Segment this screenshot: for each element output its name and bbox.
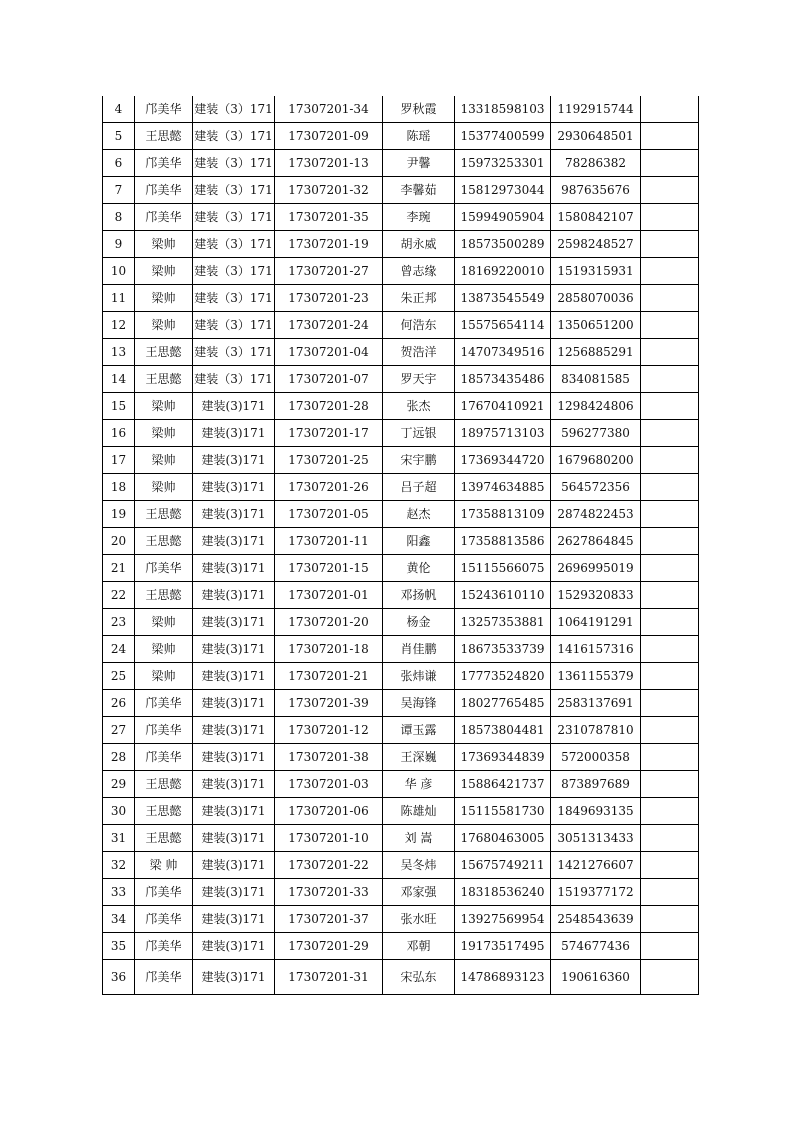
student-name-cell: 黄伦 <box>383 555 455 582</box>
table-row <box>103 906 699 933</box>
qq-cell: 1256885291 <box>551 339 641 366</box>
teacher-cell: 王思懿 <box>135 582 193 609</box>
note-cell <box>641 933 699 960</box>
class-cell: 建装（3）171 <box>193 177 275 204</box>
phone-cell: 17773524820 <box>455 663 551 690</box>
qq-cell: 987635676 <box>551 177 641 204</box>
row-number-cell: 25 <box>103 663 135 690</box>
teacher-cell: 梁帅 <box>135 393 193 420</box>
qq-cell: 1361155379 <box>551 663 641 690</box>
student-name-cell: 吴冬炜 <box>383 852 455 879</box>
phone-cell: 18573804481 <box>455 717 551 744</box>
class-cell: 建装（3）171 <box>193 231 275 258</box>
table-row <box>103 366 699 393</box>
phone-cell: 17369344720 <box>455 447 551 474</box>
teacher-cell: 王思懿 <box>135 366 193 393</box>
student-id-cell: 17307201-07 <box>275 366 383 393</box>
student-id-cell: 17307201-06 <box>275 798 383 825</box>
row-number-cell: 33 <box>103 879 135 906</box>
student-name-cell: 宋宇鹏 <box>383 447 455 474</box>
student-id-cell: 17307201-09 <box>275 123 383 150</box>
table-row <box>103 339 699 366</box>
phone-cell: 18673533739 <box>455 636 551 663</box>
row-number-cell: 34 <box>103 906 135 933</box>
table-row <box>103 285 699 312</box>
phone-cell: 13257353881 <box>455 609 551 636</box>
class-cell: 建装（3）171 <box>193 312 275 339</box>
row-number-cell: 29 <box>103 771 135 798</box>
teacher-cell: 梁帅 <box>135 609 193 636</box>
class-cell: 建装（3）171 <box>193 366 275 393</box>
class-cell: 建装（3）171 <box>193 150 275 177</box>
student-name-cell: 丁远银 <box>383 420 455 447</box>
table-row <box>103 96 699 123</box>
phone-cell: 13318598103 <box>455 96 551 123</box>
row-number-cell: 18 <box>103 474 135 501</box>
row-number-cell: 32 <box>103 852 135 879</box>
note-cell <box>641 393 699 420</box>
teacher-cell: 梁帅 <box>135 285 193 312</box>
qq-cell: 78286382 <box>551 150 641 177</box>
class-cell: 建装（3）171 <box>193 204 275 231</box>
phone-cell: 13927569954 <box>455 906 551 933</box>
student-name-cell: 吴海锋 <box>383 690 455 717</box>
phone-cell: 19173517495 <box>455 933 551 960</box>
table-row <box>103 663 699 690</box>
phone-cell: 14707349516 <box>455 339 551 366</box>
teacher-cell: 邝美华 <box>135 933 193 960</box>
phone-cell: 15377400599 <box>455 123 551 150</box>
note-cell <box>641 285 699 312</box>
roster-body <box>103 96 699 995</box>
qq-cell: 572000358 <box>551 744 641 771</box>
note-cell <box>641 717 699 744</box>
phone-cell: 18573435486 <box>455 366 551 393</box>
student-roster-table <box>102 96 699 995</box>
student-id-cell: 17307201-03 <box>275 771 383 798</box>
phone-cell: 17369344839 <box>455 744 551 771</box>
student-name-cell: 吕子超 <box>383 474 455 501</box>
phone-cell: 18318536240 <box>455 879 551 906</box>
qq-cell: 2930648501 <box>551 123 641 150</box>
note-cell <box>641 366 699 393</box>
student-id-cell: 17307201-25 <box>275 447 383 474</box>
student-name-cell: 邓家强 <box>383 879 455 906</box>
table-row <box>103 852 699 879</box>
table-row <box>103 717 699 744</box>
class-cell: 建装(3)171 <box>193 474 275 501</box>
student-id-cell: 17307201-24 <box>275 312 383 339</box>
qq-cell: 2310787810 <box>551 717 641 744</box>
student-name-cell: 肖佳鹏 <box>383 636 455 663</box>
student-id-cell: 17307201-01 <box>275 582 383 609</box>
teacher-cell: 邝美华 <box>135 960 193 995</box>
teacher-cell: 王思懿 <box>135 798 193 825</box>
class-cell: 建装（3）171 <box>193 96 275 123</box>
student-id-cell: 17307201-28 <box>275 393 383 420</box>
class-cell: 建装(3)171 <box>193 501 275 528</box>
note-cell <box>641 663 699 690</box>
student-id-cell: 17307201-38 <box>275 744 383 771</box>
class-cell: 建装(3)171 <box>193 960 275 995</box>
student-name-cell: 曾志缘 <box>383 258 455 285</box>
phone-cell: 17680463005 <box>455 825 551 852</box>
teacher-cell: 王思懿 <box>135 825 193 852</box>
teacher-cell: 王思懿 <box>135 123 193 150</box>
row-number-cell: 5 <box>103 123 135 150</box>
note-cell <box>641 420 699 447</box>
note-cell <box>641 906 699 933</box>
student-id-cell: 17307201-12 <box>275 717 383 744</box>
student-name-cell: 宋弘东 <box>383 960 455 995</box>
row-number-cell: 30 <box>103 798 135 825</box>
phone-cell: 15115566075 <box>455 555 551 582</box>
phone-cell: 17358813586 <box>455 528 551 555</box>
student-id-cell: 17307201-10 <box>275 825 383 852</box>
class-cell: 建装（3）171 <box>193 258 275 285</box>
student-id-cell: 17307201-21 <box>275 663 383 690</box>
phone-cell: 15243610110 <box>455 582 551 609</box>
row-number-cell: 20 <box>103 528 135 555</box>
student-id-cell: 17307201-29 <box>275 933 383 960</box>
class-cell: 建装（3）171 <box>193 123 275 150</box>
teacher-cell: 王思懿 <box>135 771 193 798</box>
student-id-cell: 17307201-18 <box>275 636 383 663</box>
table-row <box>103 609 699 636</box>
note-cell <box>641 555 699 582</box>
phone-cell: 15812973044 <box>455 177 551 204</box>
phone-cell: 17670410921 <box>455 393 551 420</box>
phone-cell: 13974634885 <box>455 474 551 501</box>
qq-cell: 1529320833 <box>551 582 641 609</box>
class-cell: 建装(3)171 <box>193 582 275 609</box>
class-cell: 建装(3)171 <box>193 528 275 555</box>
student-name-cell: 华 彦 <box>383 771 455 798</box>
row-number-cell: 11 <box>103 285 135 312</box>
student-name-cell: 阳鑫 <box>383 528 455 555</box>
class-cell: 建装（3）171 <box>193 285 275 312</box>
table-row <box>103 150 699 177</box>
table-row <box>103 879 699 906</box>
student-id-cell: 17307201-11 <box>275 528 383 555</box>
class-cell: 建装(3)171 <box>193 447 275 474</box>
row-number-cell: 4 <box>103 96 135 123</box>
row-number-cell: 7 <box>103 177 135 204</box>
student-name-cell: 张水旺 <box>383 906 455 933</box>
row-number-cell: 9 <box>103 231 135 258</box>
qq-cell: 564572356 <box>551 474 641 501</box>
row-number-cell: 22 <box>103 582 135 609</box>
student-id-cell: 17307201-31 <box>275 960 383 995</box>
student-name-cell: 贺浩洋 <box>383 339 455 366</box>
class-cell: 建装(3)171 <box>193 933 275 960</box>
class-cell: 建装(3)171 <box>193 690 275 717</box>
student-name-cell: 胡永威 <box>383 231 455 258</box>
student-name-cell: 罗秋霞 <box>383 96 455 123</box>
class-cell: 建装(3)171 <box>193 906 275 933</box>
qq-cell: 2627864845 <box>551 528 641 555</box>
note-cell <box>641 528 699 555</box>
teacher-cell: 邝美华 <box>135 690 193 717</box>
qq-cell: 596277380 <box>551 420 641 447</box>
student-name-cell: 张炜谦 <box>383 663 455 690</box>
table-row <box>103 636 699 663</box>
note-cell <box>641 852 699 879</box>
qq-cell: 2598248527 <box>551 231 641 258</box>
student-id-cell: 17307201-39 <box>275 690 383 717</box>
student-name-cell: 杨金 <box>383 609 455 636</box>
phone-cell: 15575654114 <box>455 312 551 339</box>
qq-cell: 1849693135 <box>551 798 641 825</box>
teacher-cell: 邝美华 <box>135 96 193 123</box>
phone-cell: 14786893123 <box>455 960 551 995</box>
phone-cell: 15675749211 <box>455 852 551 879</box>
student-name-cell: 李琬 <box>383 204 455 231</box>
student-id-cell: 17307201-35 <box>275 204 383 231</box>
class-cell: 建装(3)171 <box>193 420 275 447</box>
phone-cell: 18573500289 <box>455 231 551 258</box>
class-cell: 建装(3)171 <box>193 663 275 690</box>
table-row <box>103 690 699 717</box>
table-row <box>103 204 699 231</box>
qq-cell: 1350651200 <box>551 312 641 339</box>
class-cell: 建装(3)171 <box>193 852 275 879</box>
teacher-cell: 邝美华 <box>135 717 193 744</box>
qq-cell: 3051313433 <box>551 825 641 852</box>
table-row <box>103 123 699 150</box>
row-number-cell: 10 <box>103 258 135 285</box>
student-id-cell: 17307201-13 <box>275 150 383 177</box>
student-id-cell: 17307201-32 <box>275 177 383 204</box>
note-cell <box>641 312 699 339</box>
row-number-cell: 16 <box>103 420 135 447</box>
table-row <box>103 528 699 555</box>
table-row <box>103 393 699 420</box>
qq-cell: 1580842107 <box>551 204 641 231</box>
qq-cell: 1298424806 <box>551 393 641 420</box>
teacher-cell: 梁帅 <box>135 663 193 690</box>
qq-cell: 2858070036 <box>551 285 641 312</box>
teacher-cell: 邝美华 <box>135 177 193 204</box>
table-row <box>103 420 699 447</box>
teacher-cell: 梁帅 <box>135 258 193 285</box>
qq-cell: 1416157316 <box>551 636 641 663</box>
phone-cell: 15115581730 <box>455 798 551 825</box>
note-cell <box>641 825 699 852</box>
teacher-cell: 邝美华 <box>135 555 193 582</box>
note-cell <box>641 744 699 771</box>
qq-cell: 873897689 <box>551 771 641 798</box>
table-row <box>103 312 699 339</box>
qq-cell: 1679680200 <box>551 447 641 474</box>
phone-cell: 18169220010 <box>455 258 551 285</box>
qq-cell: 2874822453 <box>551 501 641 528</box>
student-id-cell: 17307201-17 <box>275 420 383 447</box>
qq-cell: 1519315931 <box>551 258 641 285</box>
phone-cell: 15886421737 <box>455 771 551 798</box>
note-cell <box>641 960 699 995</box>
row-number-cell: 24 <box>103 636 135 663</box>
teacher-cell: 梁帅 <box>135 447 193 474</box>
qq-cell: 2696995019 <box>551 555 641 582</box>
table-row <box>103 474 699 501</box>
row-number-cell: 28 <box>103 744 135 771</box>
table-row <box>103 933 699 960</box>
row-number-cell: 36 <box>103 960 135 995</box>
phone-cell: 18975713103 <box>455 420 551 447</box>
note-cell <box>641 177 699 204</box>
student-id-cell: 17307201-19 <box>275 231 383 258</box>
row-number-cell: 6 <box>103 150 135 177</box>
table-row <box>103 447 699 474</box>
table-row <box>103 744 699 771</box>
student-id-cell: 17307201-26 <box>275 474 383 501</box>
qq-cell: 2548543639 <box>551 906 641 933</box>
note-cell <box>641 123 699 150</box>
student-name-cell: 王深巍 <box>383 744 455 771</box>
row-number-cell: 13 <box>103 339 135 366</box>
note-cell <box>641 879 699 906</box>
qq-cell: 190616360 <box>551 960 641 995</box>
note-cell <box>641 258 699 285</box>
class-cell: 建装(3)171 <box>193 798 275 825</box>
class-cell: 建装（3）171 <box>193 339 275 366</box>
table-row <box>103 177 699 204</box>
table-row <box>103 501 699 528</box>
row-number-cell: 35 <box>103 933 135 960</box>
note-cell <box>641 339 699 366</box>
qq-cell: 1192915744 <box>551 96 641 123</box>
student-id-cell: 17307201-15 <box>275 555 383 582</box>
table-row <box>103 825 699 852</box>
table-row <box>103 582 699 609</box>
phone-cell: 17358813109 <box>455 501 551 528</box>
student-id-cell: 17307201-23 <box>275 285 383 312</box>
student-name-cell: 陈瑶 <box>383 123 455 150</box>
teacher-cell: 邝美华 <box>135 906 193 933</box>
note-cell <box>641 231 699 258</box>
teacher-cell: 梁帅 <box>135 636 193 663</box>
teacher-cell: 梁帅 <box>135 312 193 339</box>
student-name-cell: 罗天宇 <box>383 366 455 393</box>
table-row <box>103 771 699 798</box>
note-cell <box>641 474 699 501</box>
student-name-cell: 何浩东 <box>383 312 455 339</box>
row-number-cell: 31 <box>103 825 135 852</box>
note-cell <box>641 150 699 177</box>
row-number-cell: 15 <box>103 393 135 420</box>
row-number-cell: 17 <box>103 447 135 474</box>
qq-cell: 834081585 <box>551 366 641 393</box>
teacher-cell: 梁帅 <box>135 474 193 501</box>
phone-cell: 15994905904 <box>455 204 551 231</box>
note-cell <box>641 609 699 636</box>
class-cell: 建装(3)171 <box>193 744 275 771</box>
student-id-cell: 17307201-04 <box>275 339 383 366</box>
student-name-cell: 朱正邦 <box>383 285 455 312</box>
student-id-cell: 17307201-05 <box>275 501 383 528</box>
table-row <box>103 798 699 825</box>
table-row <box>103 231 699 258</box>
student-name-cell: 赵杰 <box>383 501 455 528</box>
teacher-cell: 邝美华 <box>135 744 193 771</box>
teacher-cell: 王思懿 <box>135 501 193 528</box>
note-cell <box>641 204 699 231</box>
note-cell <box>641 501 699 528</box>
row-number-cell: 8 <box>103 204 135 231</box>
phone-cell: 15973253301 <box>455 150 551 177</box>
row-number-cell: 14 <box>103 366 135 393</box>
class-cell: 建装(3)171 <box>193 717 275 744</box>
teacher-cell: 邝美华 <box>135 150 193 177</box>
table-row <box>103 555 699 582</box>
qq-cell: 1064191291 <box>551 609 641 636</box>
student-id-cell: 17307201-20 <box>275 609 383 636</box>
row-number-cell: 26 <box>103 690 135 717</box>
row-number-cell: 23 <box>103 609 135 636</box>
teacher-cell: 邝美华 <box>135 879 193 906</box>
teacher-cell: 梁帅 <box>135 231 193 258</box>
table-row <box>103 258 699 285</box>
student-id-cell: 17307201-33 <box>275 879 383 906</box>
class-cell: 建装(3)171 <box>193 771 275 798</box>
note-cell <box>641 798 699 825</box>
note-cell <box>641 771 699 798</box>
class-cell: 建装(3)171 <box>193 609 275 636</box>
qq-cell: 1421276607 <box>551 852 641 879</box>
table-row <box>103 960 699 995</box>
qq-cell: 1519377172 <box>551 879 641 906</box>
phone-cell: 13873545549 <box>455 285 551 312</box>
qq-cell: 574677436 <box>551 933 641 960</box>
teacher-cell: 邝美华 <box>135 204 193 231</box>
note-cell <box>641 636 699 663</box>
student-name-cell: 谭玉露 <box>383 717 455 744</box>
class-cell: 建装(3)171 <box>193 555 275 582</box>
student-name-cell: 邓朝 <box>383 933 455 960</box>
row-number-cell: 27 <box>103 717 135 744</box>
phone-cell: 18027765485 <box>455 690 551 717</box>
student-name-cell: 尹馨 <box>383 150 455 177</box>
note-cell <box>641 582 699 609</box>
row-number-cell: 21 <box>103 555 135 582</box>
student-name-cell: 邓扬帆 <box>383 582 455 609</box>
row-number-cell: 19 <box>103 501 135 528</box>
student-name-cell: 刘 嵩 <box>383 825 455 852</box>
teacher-cell: 王思懿 <box>135 339 193 366</box>
note-cell <box>641 690 699 717</box>
note-cell <box>641 447 699 474</box>
teacher-cell: 王思懿 <box>135 528 193 555</box>
student-id-cell: 17307201-37 <box>275 906 383 933</box>
teacher-cell: 梁帅 <box>135 420 193 447</box>
student-id-cell: 17307201-22 <box>275 852 383 879</box>
student-id-cell: 17307201-27 <box>275 258 383 285</box>
student-name-cell: 张杰 <box>383 393 455 420</box>
teacher-cell: 梁 帅 <box>135 852 193 879</box>
class-cell: 建装(3)171 <box>193 825 275 852</box>
row-number-cell: 12 <box>103 312 135 339</box>
class-cell: 建装(3)171 <box>193 636 275 663</box>
qq-cell: 2583137691 <box>551 690 641 717</box>
student-name-cell: 李馨茹 <box>383 177 455 204</box>
note-cell <box>641 96 699 123</box>
class-cell: 建装(3)171 <box>193 879 275 906</box>
student-id-cell: 17307201-34 <box>275 96 383 123</box>
class-cell: 建装(3)171 <box>193 393 275 420</box>
student-name-cell: 陈雄灿 <box>383 798 455 825</box>
